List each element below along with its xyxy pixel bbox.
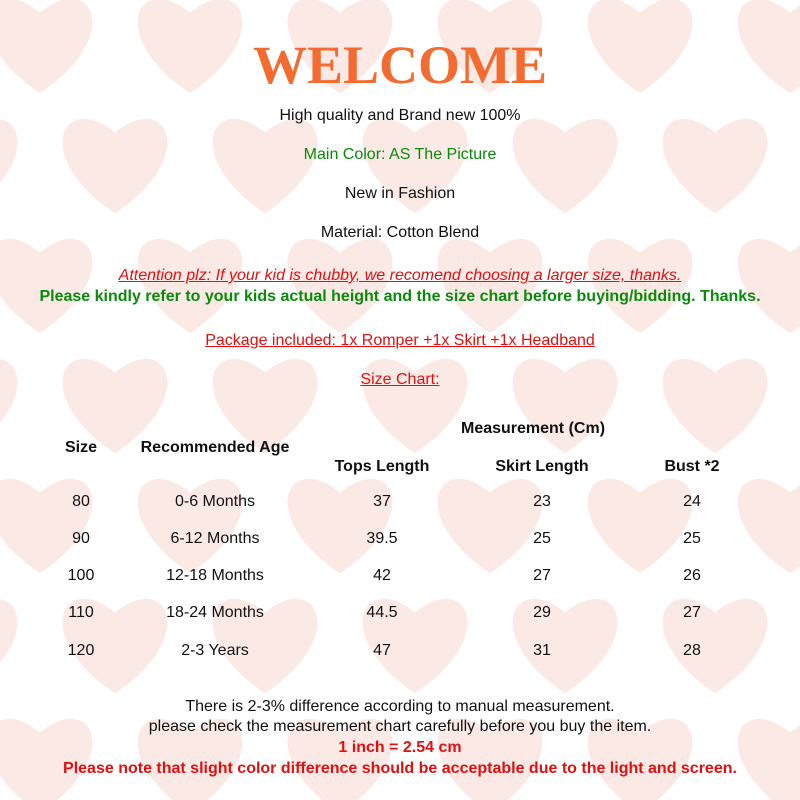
cell-bust: 26 bbox=[683, 567, 701, 584]
cell-age: 6-12 Months bbox=[170, 530, 260, 547]
cell-bust: 25 bbox=[683, 530, 701, 547]
cell-skirt: 25 bbox=[533, 530, 551, 547]
cell-size: 110 bbox=[68, 604, 94, 621]
cell-age: 18-24 Months bbox=[166, 604, 264, 621]
inch-conversion: 1 inch = 2.54 cm bbox=[338, 739, 462, 756]
header-tops-length: Tops Length bbox=[334, 458, 430, 475]
header-age: Recommended Age bbox=[140, 439, 290, 456]
cell-skirt: 29 bbox=[533, 604, 551, 621]
cell-size: 90 bbox=[72, 530, 90, 547]
fashion-line: New in Fashion bbox=[344, 185, 456, 202]
cell-age: 12-18 Months bbox=[166, 567, 264, 584]
package-note: Package included: 1x Romper +1x Skirt +1x Headband bbox=[205, 332, 595, 349]
cell-tops: 44.5 bbox=[366, 604, 398, 621]
cell-skirt: 23 bbox=[533, 493, 551, 510]
cell-tops: 39.5 bbox=[366, 530, 398, 547]
cell-size: 120 bbox=[67, 642, 95, 659]
material-line: Material: Cotton Blend bbox=[320, 224, 480, 241]
check-chart-note: please check the measurement chart carefully before you buy the item. bbox=[148, 718, 652, 735]
cell-tops: 47 bbox=[373, 642, 391, 659]
cell-skirt: 27 bbox=[533, 567, 551, 584]
cell-size: 80 bbox=[72, 493, 90, 510]
cell-size: 100 bbox=[67, 567, 95, 584]
cell-bust: 27 bbox=[683, 604, 701, 621]
header-bust: Bust *2 bbox=[664, 458, 720, 475]
color-difference-note: Please note that slight color difference should be acceptable due to the light and screen. bbox=[63, 760, 737, 777]
cell-tops: 42 bbox=[373, 567, 391, 584]
cell-age: 0-6 Months bbox=[174, 493, 256, 510]
cell-bust: 28 bbox=[683, 642, 701, 659]
attention-note: Attention plz: If your kid is chubby, we recomend choosing a larger size, thanks. bbox=[118, 267, 682, 284]
quality-line: High quality and Brand new 100% bbox=[279, 107, 521, 124]
manual-measurement-note: There is 2-3% difference according to manual measurement. bbox=[185, 698, 615, 715]
cell-age: 2-3 Years bbox=[181, 642, 249, 659]
cell-bust: 24 bbox=[683, 493, 701, 510]
header-skirt-length: Skirt Length bbox=[495, 458, 589, 475]
measurement-group-header: Measurement (Cm) bbox=[460, 420, 606, 437]
size-chart-label: Size Chart: bbox=[360, 371, 440, 388]
cell-tops: 37 bbox=[373, 493, 391, 510]
header-size: Size bbox=[64, 439, 97, 456]
page-title: WELCOME bbox=[252, 35, 548, 95]
main-color-line: Main Color: AS The Picture bbox=[303, 146, 497, 163]
cell-skirt: 31 bbox=[533, 642, 551, 659]
refer-note: Please kindly refer to your kids actual height and the size chart before buying/bidding. Thanks. bbox=[39, 288, 761, 305]
